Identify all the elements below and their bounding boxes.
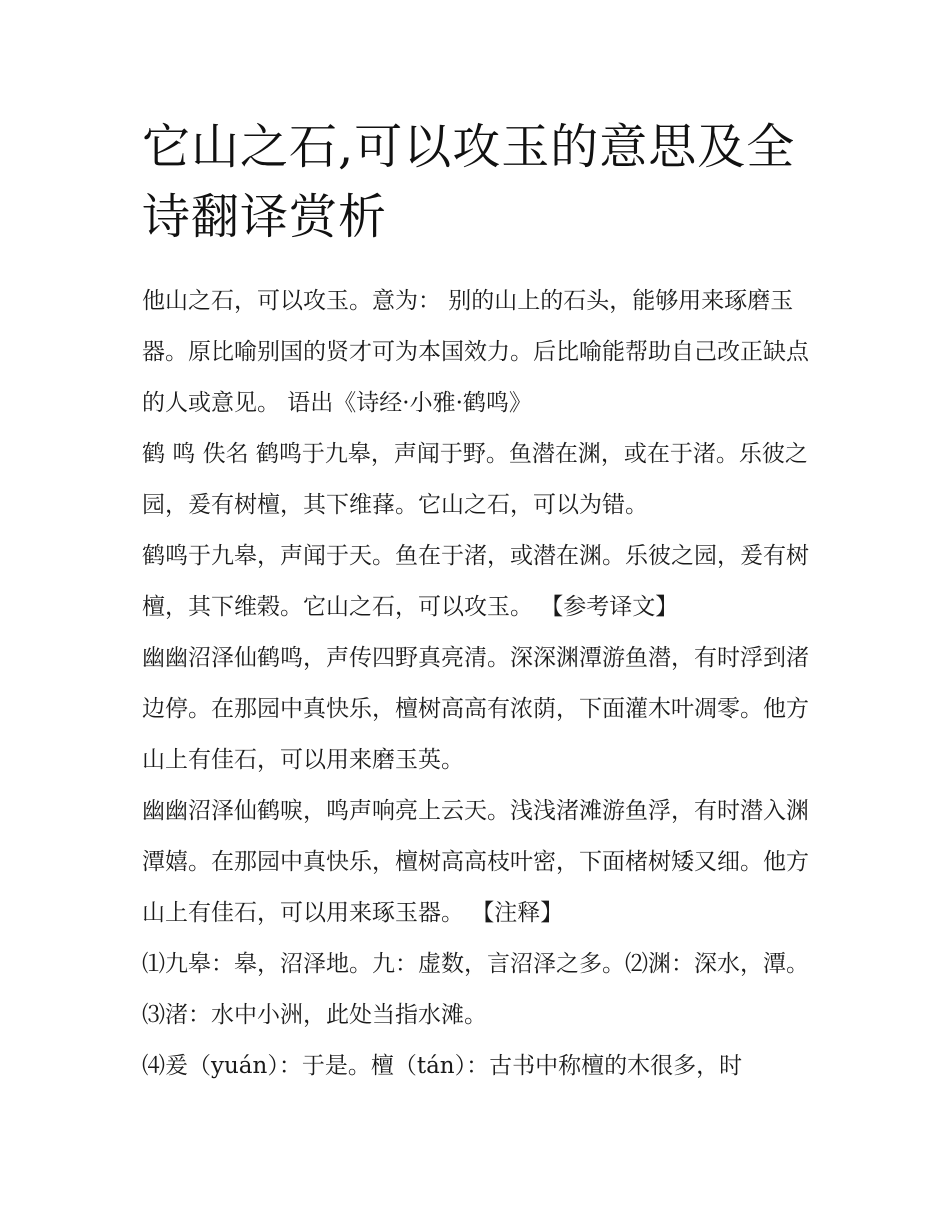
page-title: 它山之石,可以攻玉的意思及全诗翻译赏析 [142,119,796,245]
paragraph-intro: 他山之石，可以攻玉。意为： 别的山上的石头，能够用来琢磨玉器。原比喻别国的贤才可为本国效力。后比喻能帮助自己改正缺点的人或意见。 语出《诗经·小雅·鹤鸣》 [142,288,809,416]
paragraph-translation-1: 幽幽沼泽仙鹤鸣，声传四野真亮清。深深渊潭游鱼潜，有时浮到渚边停。在那园中真快乐，檀树高高有浓荫，下面灌木叶凋零。他方山上有佳石，可以用来磨玉英。 [142,645,809,773]
document-content [142,112,822,1092]
document-body [142,276,822,1092]
paragraph-notes-1: ⑴九皋：皋，沼泽地。九：虚数，言沼泽之多。⑵渊：深水，潭。⑶渚：水中小洲，此处当指水滩。 [142,951,809,1028]
paragraph-translation-2: 幽幽沼泽仙鹤唳，鸣声响亮上云天。浅浅渚滩游鱼浮，有时潜入渊潭嬉。在那园中真快乐，檀树高高枝叶密，下面楮树矮又细。他方山上有佳石，可以用来琢玉器。 【注释】 [142,798,809,926]
paragraph-notes-2: ⑷爰（yuán）：于是。檀（tán）：古书中称檀的木很多，时 [142,1053,743,1079]
paragraph-poem-stanza-2: 鹤鸣于九皋，声闻于天。鱼在于渚，或潜在渊。乐彼之园，爰有树檀，其下维榖。它山之石，可以攻玉。 【参考译文】 [142,543,809,620]
paragraph-poem-stanza-1: 鹤 鸣 佚名 鹤鸣于九皋，声闻于野。鱼潜在渊，或在于渚。乐彼之园，爰有树檀，其下维萚。它山之石，可以为错。 [142,441,808,518]
